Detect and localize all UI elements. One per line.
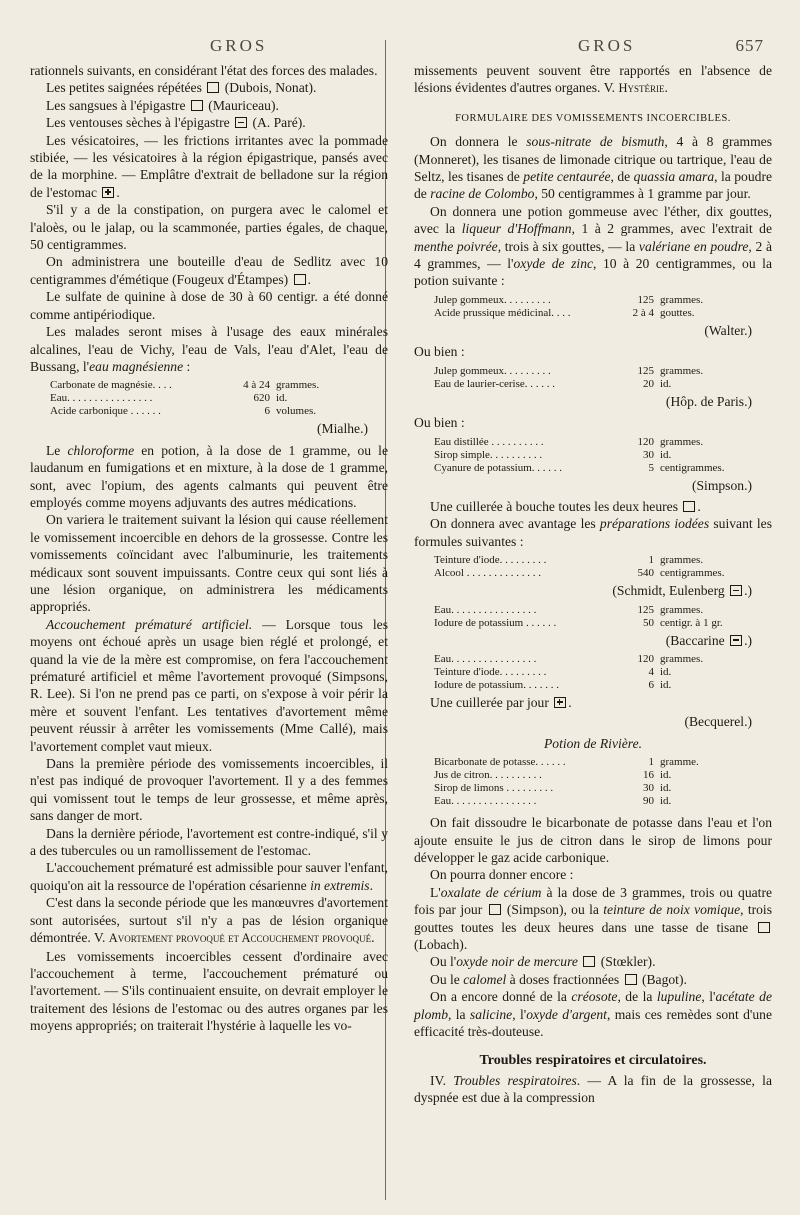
square-symbol-icon xyxy=(625,974,637,985)
ingredient-unit: grammes. xyxy=(660,652,704,665)
ingredient-name: Julep gommeux. . . . . . . . . xyxy=(434,364,551,377)
ingredient-quantity: 30 xyxy=(643,448,654,461)
citation: (Walter.) xyxy=(704,322,752,338)
paragraph: Le chloroforme en potion, à la dose de 1 gramme, ou le laudanum en fumigations et en mixture, à la dose de 1 gramme, sont, avec l'opium, des agents calmants qui peuvent être employés comme moyens adjuvants des autres médications. xyxy=(30,442,388,510)
ingredient-quantity: 4 xyxy=(648,665,654,678)
ingredient-unit: centigr. à 1 gr. xyxy=(660,616,723,629)
ingredient-name: Alcool . . . . . . . . . . . . . . xyxy=(434,567,541,580)
ingredient-unit: id. xyxy=(660,769,672,782)
ingredient-quantity: 6 xyxy=(648,678,654,691)
ingredient-quantity: 5 xyxy=(648,461,654,474)
running-header xyxy=(30,28,772,62)
paragraph: Le sulfate de quinine à dose de 30 à 60 centigr. a été donné comme antipériodique. xyxy=(30,289,388,322)
ingredient-name: Eau. . . . . . . . . . . . . . . . xyxy=(434,795,537,808)
paragraph: Ou l'oxyde noir de mercure (Stœkler). xyxy=(430,954,656,970)
paragraph: L'oxalate de cérium à la dose de 3 grammes, trois ou quatre fois par jour (Simpson), ou la teinture de noix vomique, trois gouttes toutes les deux heures dans une tasse de tisane (Lobach). xyxy=(414,884,773,952)
square-symbol-icon xyxy=(583,956,595,967)
paragraph: S'il y a de la constipation, on purgera avec le calomel et l'aloès, ou le jalap, ou la scammonée, parties égales, de chaque, 50 centigrammes. xyxy=(30,202,388,253)
table-row xyxy=(434,294,703,307)
ingredient-name: Teinture d'iode. . . . . . . . . xyxy=(434,554,547,567)
table-row xyxy=(434,795,699,808)
ingredient-unit: id. xyxy=(660,678,672,691)
paragraph: Les malades seront mises à l'usage des eaux minérales alcalines, l'eau de Vichy, l'eau de Vals, l'eau d'Alet, l'eau de Bussang, l'eau magnésienne : xyxy=(30,324,388,374)
paragraph: Les vomissements incoercibles cessent d'ordinaire avec l'accouchement à terme, l'accouchement prématuré ou l'avortement. — S'ils continuaient ensuite, on devrait employer le traitement des lésions de l'estomac ou des autres organes par les moyens appropriés; on traiterait l'hystérie à laquelle les vo- xyxy=(30,948,388,1034)
paragraph: On variera le traitement suivant la lésion qui cause réellement le vomissement incoercible en dehors de la grossesse. Contre les vomissements coïncidant avec l'albuminurie, les traitements médicaux sont souvent impuissants. Contre ceux qui sont liés à une lésion organique, on administrera les médicaments appropriés. xyxy=(30,512,388,615)
ingredient-unit: id. xyxy=(660,665,672,678)
prescription-table-rx3 xyxy=(434,365,703,391)
table-row xyxy=(434,462,724,475)
prescription-table-rx7 xyxy=(434,653,703,692)
ingredient-name: Eau de laurier-cerise. . . . . . xyxy=(434,377,556,390)
paragraph: Ou le calomel à doses fractionnées (Bagot). xyxy=(430,971,687,987)
table-row xyxy=(434,554,724,567)
paragraph: Ou bien : xyxy=(414,344,465,360)
ingredient-name: Carbonate de magnésie. . . . xyxy=(50,379,172,392)
ingredient-quantity: 125 xyxy=(637,364,654,377)
paragraph: On donnera avec avantage les préparations iodées suivant les formules suivantes : xyxy=(414,516,772,549)
citation: (Simpson.) xyxy=(691,477,752,493)
ingredient-quantity: 30 xyxy=(643,782,654,795)
ingredient-unit: grammes. xyxy=(660,364,704,377)
citation: (Becquerel.) xyxy=(684,714,752,730)
table-row xyxy=(434,769,699,782)
citation: (Baccarine .) xyxy=(665,632,752,648)
ingredient-quantity: 540 xyxy=(637,567,654,580)
table-row xyxy=(434,449,724,462)
minus-square-symbol-icon xyxy=(235,117,247,128)
left-column xyxy=(30,62,400,1107)
prescription-table-rx5 xyxy=(434,554,724,580)
prescription-table-rx1 xyxy=(50,379,319,418)
square-symbol-icon xyxy=(294,274,306,285)
paragraph: On pourra donner encore : xyxy=(430,867,574,883)
paragraph: On donnera le sous-nitrate de bismuth, 4 à 8 grammes (Monneret), les tisanes de limonade citrique ou tartrique, l'eau de Seltz, les tisanes de petite centaurée, de quassia amara, la poudre de racine de Colombo, 50 centigrammes à 1 gramme par jour. xyxy=(414,134,773,202)
table-row xyxy=(434,378,703,391)
paragraph: Les petites saignées répétées (Dubois, Nonat). xyxy=(46,80,317,96)
ingredient-unit: id. xyxy=(660,795,672,808)
ingredient-quantity: 4 à 24 xyxy=(243,379,270,392)
ingredient-quantity: 125 xyxy=(637,293,654,306)
paragraph: rationnels suivants, en considérant l'état des forces des malades. xyxy=(30,63,378,78)
paragraph: Les vésicatoires, — les frictions irritantes avec la pommade stibiée, — les vésicatoires à la région épigastrique, pansés avec de la morphine. — Emplâtre d'extrait de belladone sur la région de l'estomac . xyxy=(30,132,388,200)
square-symbol-icon xyxy=(758,922,770,933)
right-column xyxy=(400,62,772,1107)
prescription-table-rx6 xyxy=(434,604,723,630)
table-row xyxy=(50,392,319,405)
table-row xyxy=(50,379,319,392)
table-row xyxy=(434,617,723,630)
ingredient-unit: gouttes. xyxy=(660,306,695,319)
paragraph: Dans la dernière période, l'avortement est contre-indiqué, s'il y a des tubercules ou un ramollissement de l'estomac. xyxy=(30,825,388,859)
ingredient-quantity: 1 xyxy=(648,554,654,567)
citation: (Hôp. de Paris.) xyxy=(665,393,752,409)
ingredient-name: Eau distillée . . . . . . . . . . xyxy=(434,435,544,448)
table-row xyxy=(434,307,703,320)
ingredient-unit: grammes. xyxy=(660,293,704,306)
citation: (Schmidt, Eulenberg .) xyxy=(612,583,752,599)
ingredient-quantity: 50 xyxy=(643,616,654,629)
table-row xyxy=(434,567,724,580)
section-heading: Troubles respiratoires et circulatoires. xyxy=(479,1053,707,1069)
square-symbol-icon xyxy=(207,82,219,93)
paragraph: Dans la première période des vomissements incoercibles, il n'est pas indiqué de provoquer l'avortement. Il y a des femmes qui vomissent tout le temps de leur grossesse, et même après, sans danger de mort. xyxy=(30,756,388,824)
header-left-word: GROS xyxy=(210,36,268,55)
paragraph: C'est dans la seconde période que les manœuvres d'avortement sont autorisées, surtout s'il n'y a pas de lésion organique démontrée. V. Avortement provoqué et Accouchement provoqué. xyxy=(30,895,388,946)
paragraph: Les ventouses sèches à l'épigastre (A. Paré). xyxy=(46,115,306,131)
prescription-table-rx2 xyxy=(434,294,703,320)
paragraph: On fait dissoudre le bicarbonate de potasse dans l'eau et l'on ajoute ensuite le jus de citron dans le sirop de limons pour développer le gaz acide carbonique. xyxy=(414,815,772,865)
table-row xyxy=(434,679,703,692)
header-right-word: GROS xyxy=(578,36,636,55)
ingredient-unit: gramme. xyxy=(660,756,699,769)
paragraph: Une cuillerée par jour . xyxy=(430,694,572,710)
paragraph: Accouchement prématuré artificiel. — Lorsque tous les moyens ont échoué après un usage bien réglé et prolongé, et quand la vie de la mère est compromise, on fera l'accouchement prématuré artificiel et même l'avortement provoqué (Simpsons, R. Lee). Si l'on ne prend pas ce parti, on s'expose à voir périr la mère et souvent l'enfant. Les tentatives d'avortement même peuvent réussir à arrêter les vomissements (Mme Callé), mais l'avortement complet vaut mieux. xyxy=(30,616,388,754)
ingredient-name: Iodure de potassium . . . . . . xyxy=(434,616,557,629)
minus-square-symbol-icon xyxy=(730,635,742,646)
paragraph: IV. Troubles respiratoires. — A la fin de la grossesse, la dyspnée est due à la compression xyxy=(414,1072,772,1106)
paragraph: missements peuvent souvent être rapportés en l'absence de lésions évidentes d'autres organes. V. Hystérie. xyxy=(414,63,772,96)
paragraph: Ou bien : xyxy=(414,415,465,431)
ingredient-quantity: 125 xyxy=(637,603,654,616)
section-heading: FORMULAIRE DES VOMISSEMENTS INCOERCIBLES. xyxy=(455,112,731,124)
ingredient-quantity: 1 xyxy=(648,756,654,769)
ingredient-unit: centigrammes. xyxy=(660,461,725,474)
paragraph: On donnera une potion gommeuse avec l'éther, dix gouttes, avec la liqueur d'Hoffmann, 1 à 2 grammes, avec l'extrait de menthe poivrée, trois à six gouttes, — la valériane en poudre, 2 à 4 grammes, — l'oxyde de zinc, 10 à 20 centigrammes, ou la potion suivante : xyxy=(414,203,773,289)
ingredient-name: Sirop simple. . . . . . . . . . xyxy=(434,448,543,461)
paragraph: On administrera une bouteille d'eau de Sedlitz avec 10 centigrammes d'émétique (Fougeux d'Étampes) . xyxy=(30,254,388,287)
ingredient-quantity: 6 xyxy=(264,405,270,418)
page-number: 657 xyxy=(735,36,764,55)
paragraph: L'accouchement prématuré est admissible pour sauver l'enfant, quoiqu'on ait la ressource de l'opération césarienne in extremis. xyxy=(30,860,388,893)
ingredient-unit: volumes. xyxy=(276,405,317,418)
ingredient-quantity: 120 xyxy=(637,652,654,665)
table-row xyxy=(434,436,724,449)
ingredient-quantity: 90 xyxy=(643,795,654,808)
columns xyxy=(30,62,772,1107)
plus-square-symbol-icon xyxy=(102,187,114,198)
ingredient-unit: id. xyxy=(660,448,672,461)
table-row xyxy=(434,666,703,679)
citation: (Mialhe.) xyxy=(317,421,368,437)
ingredient-name: Bicarbonate de potasse. . . . . . xyxy=(434,756,566,769)
ingredient-quantity: 20 xyxy=(643,377,654,390)
ingredient-name: Iodure de potassium. . . . . . . xyxy=(434,678,559,691)
paragraph: On a encore donné de la créosote, de la lupuline, l'acétate de plomb, la salicine, l'oxyde d'argent, mais ces remèdes sont d'une efficacité très-douteuse. xyxy=(414,989,772,1040)
formula-title: Potion de Rivière. xyxy=(543,735,643,751)
square-symbol-icon xyxy=(489,904,501,915)
table-row xyxy=(434,653,703,666)
ingredient-name: Sirop de limons . . . . . . . . . xyxy=(434,782,554,795)
ingredient-quantity: 2 à 4 xyxy=(632,306,654,319)
ingredient-name: Eau. . . . . . . . . . . . . . . . xyxy=(50,392,153,405)
ingredient-unit: id. xyxy=(660,782,672,795)
ingredient-unit: grammes. xyxy=(660,435,704,448)
ingredient-name: Julep gommeux. . . . . . . . . xyxy=(434,293,551,306)
ingredient-unit: grammes. xyxy=(276,379,320,392)
square-symbol-icon xyxy=(191,100,203,111)
ingredient-unit: id. xyxy=(660,377,672,390)
table-row xyxy=(434,756,699,769)
prescription-table-rx8 xyxy=(434,756,699,808)
ingredient-quantity: 16 xyxy=(643,769,654,782)
ingredient-name: Acide prussique médicinal. . . . xyxy=(434,306,571,319)
ingredient-unit: centigrammes. xyxy=(660,567,725,580)
ingredient-quantity: 620 xyxy=(253,392,270,405)
paragraph: Une cuillerée à bouche toutes les deux heures . xyxy=(430,498,701,514)
ingredient-name: Cyanure de potassium. . . . . . xyxy=(434,461,563,474)
ingredient-name: Eau. . . . . . . . . . . . . . . . xyxy=(434,603,537,616)
prescription-table-rx4 xyxy=(434,436,724,475)
minus-square-symbol-icon xyxy=(730,585,742,596)
ingredient-unit: grammes. xyxy=(660,554,704,567)
ingredient-unit: id. xyxy=(276,392,288,405)
ingredient-name: Acide carbonique . . . . . . xyxy=(50,405,161,418)
ingredient-quantity: 120 xyxy=(637,435,654,448)
plus-square-symbol-icon xyxy=(554,697,566,708)
table-row xyxy=(50,405,319,418)
ingredient-unit: grammes. xyxy=(660,603,704,616)
ingredient-name: Teinture d'iode. . . . . . . . . xyxy=(434,665,547,678)
table-row xyxy=(434,782,699,795)
table-row xyxy=(434,365,703,378)
table-row xyxy=(434,604,723,617)
ingredient-name: Eau. . . . . . . . . . . . . . . . xyxy=(434,652,537,665)
ingredient-name: Jus de citron. . . . . . . . . . xyxy=(434,769,542,782)
square-symbol-icon xyxy=(683,501,695,512)
paragraph: Les sangsues à l'épigastre (Mauriceau). xyxy=(46,97,279,113)
